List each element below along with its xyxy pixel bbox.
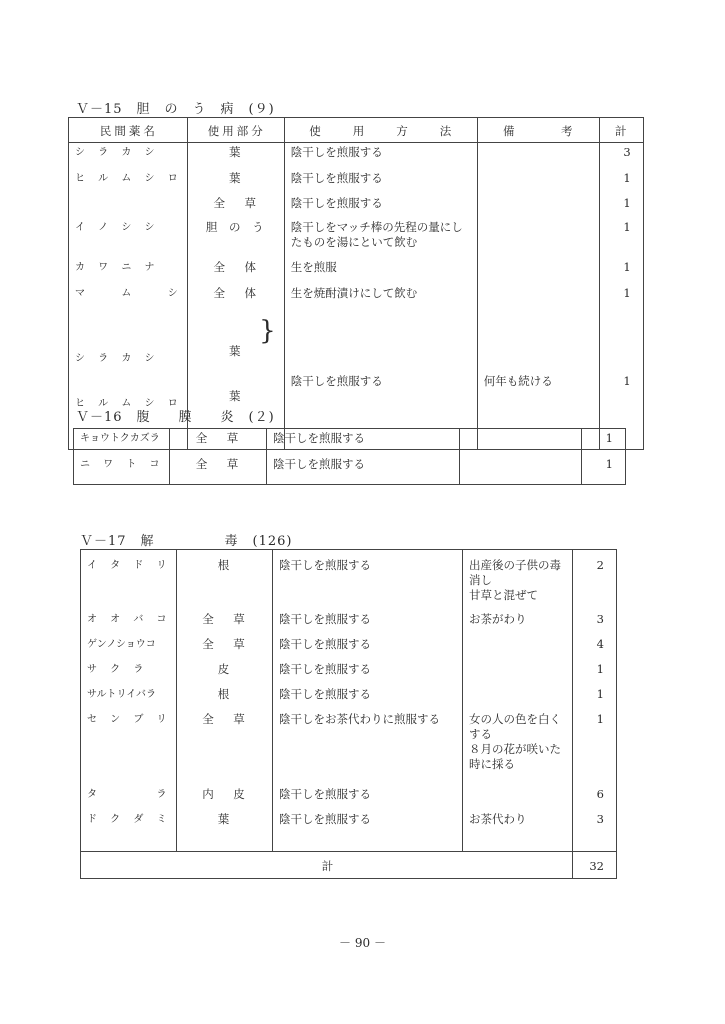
table-row: タ ラ 内 皮 陰干しを煎服する 6 xyxy=(81,785,617,810)
table-v17 xyxy=(80,549,617,879)
section-title-v15: Ｖ－15 胆 の う 病 (９) xyxy=(76,102,275,117)
brace-icon: } xyxy=(259,315,280,346)
table-row: ゲンノショウコ 全 草 陰干しを煎服する 4 xyxy=(81,635,617,660)
header-part: 使用部分 xyxy=(187,118,284,143)
table-row: キョウトクカズラ 全 草 陰干しを煎服する 1 xyxy=(74,429,626,455)
table-v16 xyxy=(73,428,626,485)
table-row: サルトリイバラ 根 陰干しを煎服する 1 xyxy=(81,685,617,710)
table-row: ド ク ダ ミ 葉 陰干しを煎服する お茶代わり 3 xyxy=(81,810,617,852)
table-row: 全 草 陰干しを煎服する 1 xyxy=(69,194,644,218)
total-row xyxy=(81,852,617,879)
section-title-v16: Ｖ－16 腹 膜 炎 (２) xyxy=(76,410,275,425)
header-use: 使 用 方 法 xyxy=(284,118,477,143)
table-v15 xyxy=(68,117,644,450)
header-name: 民間薬名 xyxy=(69,118,188,143)
table-row: シ ラ カ シ ヒ ル ム シ ロ 葉 葉 } 陰干しを煎服する 何年も続ける 1 xyxy=(69,312,644,450)
table-row: カ ワ ニ ナ 全 体 生を煎服 1 xyxy=(69,258,644,284)
table-row: サ ク ラ 皮 陰干しを煎服する 1 xyxy=(81,660,617,685)
table-row: セ ン ブ リ 全 草 陰干しをお茶代わりに煎服する 女の人の色を白くする ８月の花が咲いた時に採る 1 xyxy=(81,710,617,785)
table-row: ヒ ル ム シ ロ 葉 陰干しを煎服する 1 xyxy=(69,169,644,194)
section-title-v17: Ｖ－17 解 毒 (126) xyxy=(80,534,293,549)
total-value: 32 xyxy=(573,852,617,879)
total-label: 計 xyxy=(81,852,573,879)
table-row: ニ ワ ト コ 全 草 陰干しを煎服する 1 xyxy=(74,455,626,485)
header-note: 備 考 xyxy=(477,118,599,143)
table-row: イ タ ド リ 根 陰干しを煎服する 出産後の子供の毒消し 甘草と混ぜて 2 xyxy=(81,550,617,610)
table-row: イ ノ シ シ 胆 の う 陰干しをマッチ棒の先程の量にしたものを湯にといて飲む 1 xyxy=(69,218,644,258)
header-count: 計 xyxy=(599,118,643,143)
page-number: － 90 － xyxy=(339,936,386,950)
table-row: マ ム シ 全 体 生を焼酎漬けにして飲む 1 xyxy=(69,284,644,312)
table-row: オ オ バ コ 全 草 陰干しを煎服する お茶がわり 3 xyxy=(81,610,617,635)
table-row: シ ラ カ シ 葉 陰干しを煎服する 3 xyxy=(69,143,644,169)
